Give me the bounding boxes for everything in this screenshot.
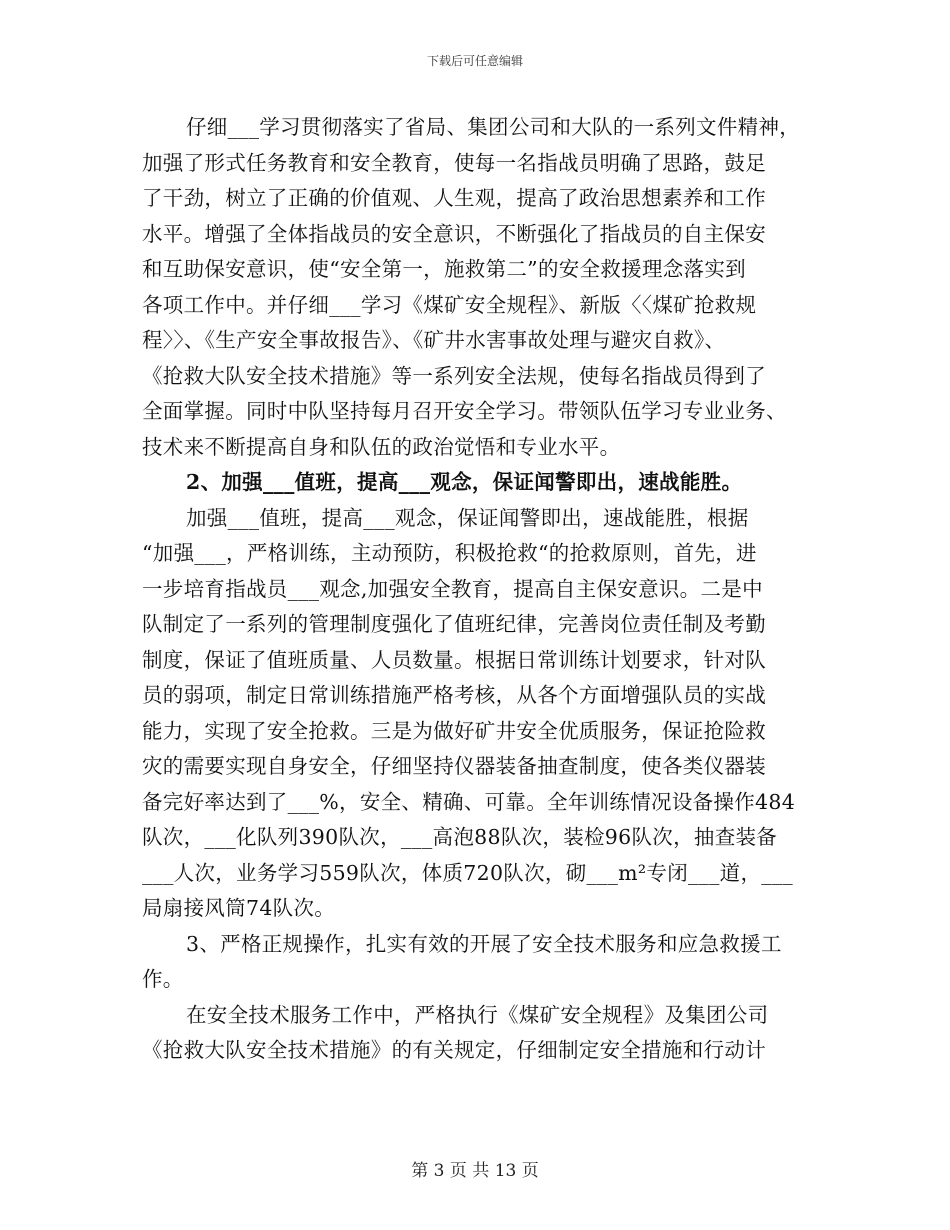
body-line-6: 各项工作中。并仔细___学习《煤矿安全规程》、新版〈〈煤矿抢救规 xyxy=(142,292,757,317)
page-footer: 第 3 页 共 13 页 xyxy=(411,1161,539,1181)
section-heading-2: 2、加强___值班，提高___观念，保证闻警即出，速战能胜。 xyxy=(186,470,743,494)
body-line-7: 程〉〉、《生产安全事故报告》、《矿井水害事故处理与避灾自救》、 xyxy=(142,328,726,352)
body-line-9: 全面掌握。同时中队坚持每月召开安全学习。带领队伍学习专业业务、 xyxy=(142,399,787,423)
body-line-18: 能力，实现了安全抢救。三是为做好矿井安全优质服务，保证抢险救 xyxy=(142,718,766,743)
body-line-20: 备完好率达到了___%，安全、精确、可靠。全年训练情况设备操作484 xyxy=(142,789,796,814)
body-line-17: 员的弱项，制定日常训练措施严格考核，从各个方面增强队员的实战 xyxy=(142,683,766,707)
section-heading-3: 3、严格正规操作，扎实有效的开展了安全技术服务和应急救援工 xyxy=(186,931,782,956)
body-line-16: 制度，保证了值班质量、人员数量。根据日常训练计划要求，针对队 xyxy=(142,647,766,672)
body-line-27: 《抢救大队安全技术措施》的有关规定，仔细制定安全措施和行动计 xyxy=(142,1038,766,1062)
body-line-2: 加强了形式任务教育和安全教育，使每一名指战员明确了思路，鼓足 xyxy=(142,150,766,175)
body-line-26: 在安全技术服务工作中，严格执行《煤矿安全规程》及集团公司 xyxy=(186,1002,769,1027)
body-line-3: 了干劲，树立了正确的价值观、人生观，提高了政治思想素养和工作 xyxy=(142,186,766,210)
body-line-19: 灾的需要实现自身安全，仔细坚持仪器装备抽查制度，使各类仪器装 xyxy=(142,754,766,778)
document-body xyxy=(142,110,810,1069)
body-line-25: 作。 xyxy=(142,967,184,991)
body-line-14: 一步培育指战员___观念,加强安全教育，提高自主保安意识。二是中 xyxy=(142,576,763,601)
page-header: 下载后可任意编辑 xyxy=(426,54,523,68)
body-line-10: 技术来不断提高自身和队伍的政治觉悟和专业水平。 xyxy=(142,434,621,459)
body-line-21: 队次，___化队列390队次，___高泡88队次，装检96队次，抽查装备 xyxy=(142,825,778,849)
body-line-15: 队制定了一系列的管理制度强化了值班纪律，完善岗位责任制及考勤 xyxy=(142,612,766,636)
body-line-4: 水平。增强了全体指战员的安全意识，不断强化了指战员的自主保安 xyxy=(142,221,766,246)
body-line-5: 和互助保安意识，使“安全第一，施救第二”的安全救援理念落实到 xyxy=(142,257,746,281)
body-line-22: ___人次，业务学习559队次，体质720队次，砌___m²专闭___道，___ xyxy=(142,860,793,885)
body-line-8: 《抢救大队安全技术措施》等一系列安全法规，使每名指战员得到了 xyxy=(142,363,766,388)
body-line-1: 仔细___学习贯彻落实了省局、集团公司和大队的一系列文件精神， xyxy=(186,115,801,139)
body-line-12: 加强___值班，提高___观念，保证闻警即出，速战能胜，根据 xyxy=(186,505,749,530)
body-line-23: 局扇接风筒74队次。 xyxy=(142,896,336,920)
body-line-13: “加强___，严格训练，主动预防，积极抢救“的抢救原则，首先，进 xyxy=(142,541,757,565)
